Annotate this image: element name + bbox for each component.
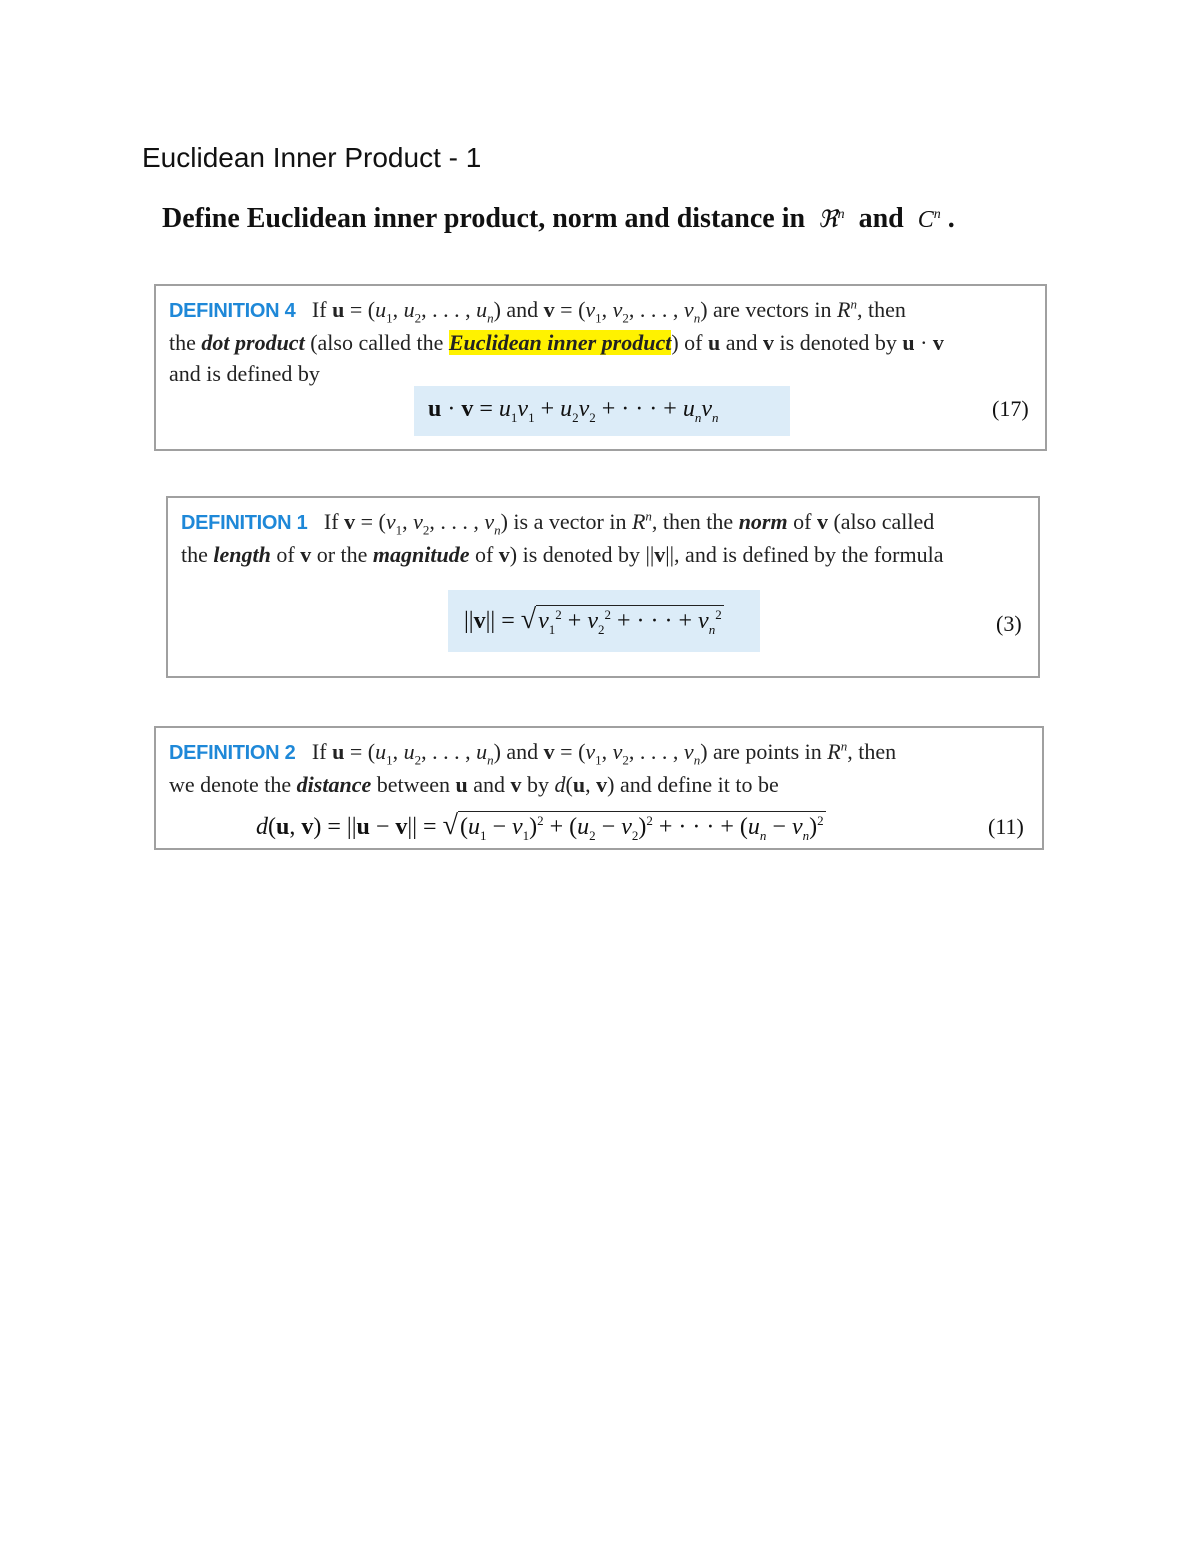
equation-number-11: (11) <box>988 814 1024 839</box>
definition-1-label: DEFINITION 1 <box>181 512 308 534</box>
formula-17: $u \cdot v = u_1v_1 + u_2v_2$ + · · · + $u_nv_n$ <box>428 396 719 425</box>
equation-number-17: (17) <box>992 396 1029 421</box>
highlighted-term: Euclidean inner product <box>448 330 672 355</box>
definition-4-text: DEFINITION 4 If $u = (u_1$, $u_2$, . . . , $u_n$) and $v = (v_1$, $v_2$, . . . , $v_n$) are vectors in $R^n$, then the dot product (also called the Euclidean inner product) of u and v is denoted by u · v and is defined by <box>169 296 944 386</box>
definition-1-text: DEFINITION 1 If $v = (v_1$, $v_2$, . . . , $v_n$) is a vector in $R^n$, then the norm of v (also called the length of v or the magnitude of v) is denoted by ||v||, and is defined by the formula <box>181 508 944 567</box>
formula-11: d(u, $v) = ||u - v|| = √(u_1 - v_1)^2 + (u_2 - v_2)^2$ + · · · + $(u_n - v_n)^2$ <box>256 810 824 843</box>
definition-1-box <box>166 496 1040 678</box>
formula-3: $||v|| = √v_1^2 + v_2^2$ + · · · + $v_n^2$ <box>464 604 722 637</box>
definition-2-box <box>154 726 1044 850</box>
real-space-symbol: ℜ$^n$ <box>812 207 845 233</box>
definition-4-box <box>154 284 1047 451</box>
definition-4-label: DEFINITION 4 <box>169 300 296 322</box>
definition-2-label: DEFINITION 2 <box>169 742 296 764</box>
equation-number-3: (3) <box>996 611 1022 636</box>
question-text: Define Euclidean inner product, norm and distance in <box>162 203 806 234</box>
question-and: and <box>858 203 904 234</box>
definition-2-text: DEFINITION 2 If $u = (u_1$, $u_2$, . . . , $u_n$) and $v = (v_1$, $v_2$, . . . , $v_n$) are points in $R^n$, then we denote the distance between u and v by d(u, v) and define it to be <box>169 738 897 797</box>
complex-space-symbol: $C^n$ <box>917 207 941 233</box>
page-title: Euclidean Inner Product - 1 <box>142 142 482 173</box>
question-heading: Define Euclidean inner product, norm and distance in ℜ$^n$ and $C^n$ . <box>162 203 955 234</box>
